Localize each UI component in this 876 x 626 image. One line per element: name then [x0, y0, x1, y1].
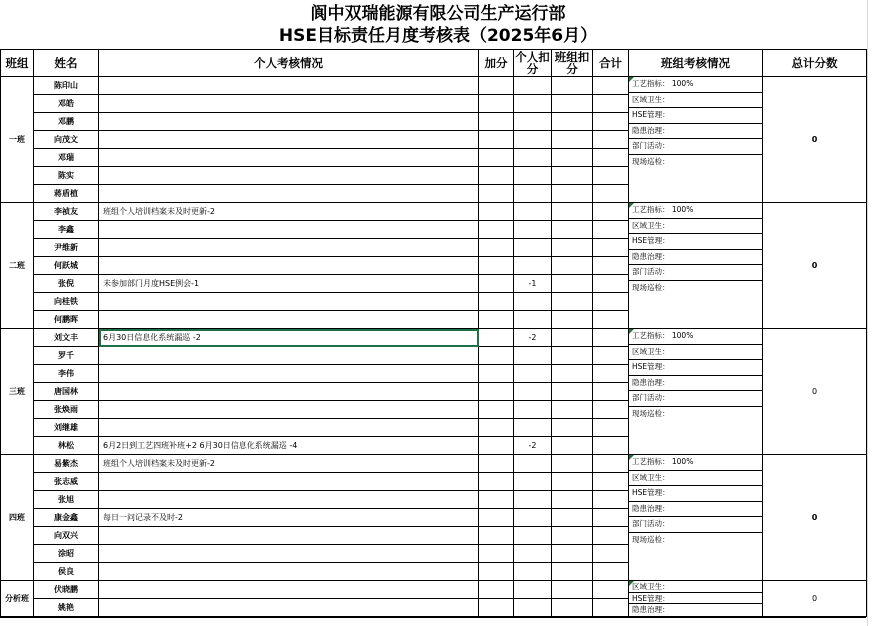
name-cell[interactable]: 张旭: [34, 491, 99, 509]
detail-cell[interactable]: [99, 113, 479, 131]
team-deduct-cell[interactable]: [552, 365, 593, 383]
personal-deduct-cell[interactable]: [514, 509, 552, 527]
bonus-cell[interactable]: [479, 95, 514, 113]
personal-deduct-cell[interactable]: [514, 365, 552, 383]
total-cell[interactable]: [593, 239, 629, 257]
bonus-cell[interactable]: [479, 203, 514, 221]
detail-cell[interactable]: [99, 527, 479, 545]
team-eval-item: 工艺指标： 100%: [629, 203, 762, 219]
bonus-cell[interactable]: [479, 275, 514, 293]
detail-cell[interactable]: [99, 167, 479, 185]
total-cell[interactable]: [593, 581, 629, 599]
total-score-cell[interactable]: 0: [763, 329, 867, 455]
header-team-deduct[interactable]: 班组扣分: [552, 50, 593, 77]
header-personal-deduct[interactable]: 个人扣分: [515, 50, 550, 76]
team-cell[interactable]: 分析班: [1, 581, 34, 617]
total-score-cell[interactable]: 0: [763, 455, 867, 581]
total-cell[interactable]: [593, 527, 629, 545]
detail-cell[interactable]: 6月2日到工艺四班补班+2 6月30日信息化系统漏巡 -4: [99, 437, 479, 455]
total-score-cell[interactable]: 0: [763, 581, 867, 617]
total-cell[interactable]: [593, 185, 629, 203]
team-eval-item: 区域卫生：: [629, 219, 762, 235]
personal-deduct-cell[interactable]: [514, 149, 552, 167]
name-cell[interactable]: 唐国林: [34, 383, 99, 401]
total-cell[interactable]: [593, 311, 629, 329]
detail-cell[interactable]: [99, 581, 479, 599]
total-cell[interactable]: [593, 221, 629, 239]
personal-deduct-cell[interactable]: [514, 113, 552, 131]
personal-deduct-cell[interactable]: [514, 581, 552, 599]
name-cell[interactable]: 尹维新: [34, 239, 99, 257]
bonus-cell[interactable]: [479, 437, 514, 455]
name-cell[interactable]: 张焕雨: [34, 401, 99, 419]
team-deduct-cell[interactable]: [552, 563, 593, 581]
team-deduct-cell[interactable]: [552, 311, 593, 329]
header-bonus[interactable]: 加分: [479, 50, 514, 77]
bonus-cell[interactable]: [479, 581, 514, 599]
team-deduct-cell[interactable]: [552, 581, 593, 599]
team-cell[interactable]: 一班: [1, 77, 34, 203]
name-cell[interactable]: 陈实: [34, 167, 99, 185]
team-eval-item: 工艺指标： 100%: [629, 329, 762, 345]
team-eval-item: 现场巡检：: [632, 282, 670, 292]
name-cell[interactable]: 李伟: [34, 365, 99, 383]
personal-deduct-cell[interactable]: [514, 347, 552, 365]
header-total-score[interactable]: 总计分数: [763, 50, 867, 77]
total-cell[interactable]: [593, 149, 629, 167]
personal-deduct-cell[interactable]: [514, 491, 552, 509]
comment-marker-icon: [629, 203, 634, 208]
total-score-cell[interactable]: 0: [763, 77, 867, 203]
team-deduct-cell[interactable]: [552, 329, 593, 347]
team-eval-item: 部门活动：: [629, 517, 762, 533]
team-eval-list: [629, 203, 762, 328]
personal-deduct-cell[interactable]: [514, 383, 552, 401]
team-deduct-cell[interactable]: [552, 383, 593, 401]
name-cell[interactable]: 邓鹏: [34, 113, 99, 131]
bonus-cell[interactable]: [479, 221, 514, 239]
detail-cell[interactable]: 未参加部门月度HSE例会-1: [99, 275, 479, 293]
name-cell[interactable]: 伏晓鹏: [34, 581, 99, 599]
team-eval-item: HSE管理：: [629, 234, 762, 250]
team-eval-item: HSE管理：: [629, 108, 762, 124]
team-deduct-cell[interactable]: [552, 131, 593, 149]
detail-cell[interactable]: [99, 401, 479, 419]
bonus-cell[interactable]: [479, 383, 514, 401]
team-eval-item: 工艺指标： 100%: [629, 77, 762, 93]
total-cell[interactable]: [593, 473, 629, 491]
bonus-cell[interactable]: [479, 365, 514, 383]
header-name[interactable]: 姓名: [34, 50, 99, 77]
team-eval-list: [629, 77, 762, 202]
team-eval-item: 区域卫生：: [629, 471, 762, 487]
bonus-cell[interactable]: [479, 149, 514, 167]
personal-deduct-cell[interactable]: -1: [514, 275, 552, 293]
total-cell[interactable]: [593, 77, 629, 95]
personal-deduct-cell[interactable]: [514, 131, 552, 149]
total-cell[interactable]: [593, 167, 629, 185]
team-deduct-cell[interactable]: [552, 275, 593, 293]
team-eval-cell[interactable]: [629, 203, 763, 329]
name-cell[interactable]: 刘文丰: [34, 329, 99, 347]
personal-deduct-cell[interactable]: [514, 293, 552, 311]
name-cell[interactable]: 何跃城: [34, 257, 99, 275]
bonus-cell[interactable]: [479, 347, 514, 365]
bonus-cell[interactable]: [479, 329, 514, 347]
personal-deduct-cell[interactable]: -2: [514, 329, 552, 347]
detail-cell[interactable]: [99, 293, 479, 311]
detail-cell[interactable]: [99, 257, 479, 275]
detail-cell[interactable]: [99, 149, 479, 167]
team-eval-item: HSE管理：: [629, 360, 762, 376]
detail-cell[interactable]: [99, 365, 479, 383]
detail-cell[interactable]: [99, 221, 479, 239]
detail-cell[interactable]: 每日一问记录不及时-2: [99, 509, 479, 527]
personal-deduct-cell[interactable]: [514, 401, 552, 419]
detail-cell[interactable]: [99, 131, 479, 149]
team-eval-cell[interactable]: [629, 581, 763, 617]
name-cell[interactable]: 涂昭: [34, 545, 99, 563]
personal-deduct-cell[interactable]: [514, 473, 552, 491]
team-deduct-cell[interactable]: [552, 203, 593, 221]
team-eval-item: 隐患治理：: [629, 124, 762, 140]
detail-cell[interactable]: [99, 311, 479, 329]
comment-marker-icon: [629, 77, 634, 82]
comment-marker-icon: [629, 329, 634, 334]
name-cell[interactable]: 邓皓: [34, 95, 99, 113]
total-cell[interactable]: [593, 563, 629, 581]
total-cell[interactable]: [593, 509, 629, 527]
name-cell[interactable]: 林松: [34, 437, 99, 455]
name-cell[interactable]: 向桂铁: [34, 293, 99, 311]
personal-deduct-cell[interactable]: [514, 545, 552, 563]
team-deduct-cell[interactable]: [552, 293, 593, 311]
team-deduct-cell[interactable]: [552, 167, 593, 185]
personal-deduct-cell[interactable]: [514, 239, 552, 257]
bonus-cell[interactable]: [479, 239, 514, 257]
detail-cell[interactable]: [99, 95, 479, 113]
name-cell[interactable]: 陈印山: [34, 77, 99, 95]
name-cell[interactable]: 张倪: [34, 275, 99, 293]
table-row: [1, 203, 867, 221]
team-deduct-cell[interactable]: [552, 599, 593, 617]
bonus-cell[interactable]: [479, 509, 514, 527]
header-row: [1, 50, 867, 77]
detail-cell[interactable]: [99, 473, 479, 491]
detail-cell[interactable]: [99, 419, 479, 437]
team-cell[interactable]: 三班: [1, 329, 34, 455]
team-deduct-cell[interactable]: [552, 545, 593, 563]
team-deduct-cell[interactable]: [552, 95, 593, 113]
total-score-cell[interactable]: 0: [763, 203, 867, 329]
team-deduct-cell[interactable]: [552, 401, 593, 419]
team-eval-cell[interactable]: [629, 77, 763, 203]
team-cell[interactable]: 四班: [1, 455, 34, 581]
name-cell[interactable]: 刘继雄: [34, 419, 99, 437]
bonus-cell[interactable]: [479, 401, 514, 419]
detail-cell[interactable]: [99, 383, 479, 401]
name-cell[interactable]: 易紫杰: [34, 455, 99, 473]
personal-deduct-cell[interactable]: [514, 563, 552, 581]
total-cell[interactable]: [593, 347, 629, 365]
total-cell[interactable]: [593, 329, 629, 347]
detail-cell[interactable]: [99, 347, 479, 365]
team-eval-item: 隐患治理：: [632, 605, 670, 615]
team-deduct-cell[interactable]: [552, 473, 593, 491]
name-cell[interactable]: 李鑫: [34, 221, 99, 239]
personal-deduct-cell[interactable]: [514, 95, 552, 113]
detail-cell[interactable]: [99, 563, 479, 581]
total-cell[interactable]: [593, 455, 629, 473]
bonus-cell[interactable]: [479, 455, 514, 473]
personal-deduct-cell[interactable]: [514, 455, 552, 473]
name-cell[interactable]: 李祯友: [34, 203, 99, 221]
team-deduct-cell[interactable]: [552, 527, 593, 545]
team-eval-item: 工艺指标： 100%: [629, 455, 762, 471]
personal-deduct-cell[interactable]: [514, 77, 552, 95]
team-eval-item: 区域卫生：: [629, 345, 762, 361]
team-deduct-cell[interactable]: [552, 455, 593, 473]
name-cell[interactable]: 向双兴: [34, 527, 99, 545]
name-cell[interactable]: 张志威: [34, 473, 99, 491]
detail-cell[interactable]: 6月30日信息化系统漏巡 -2: [99, 329, 479, 347]
personal-deduct-cell[interactable]: [514, 257, 552, 275]
team-deduct-cell[interactable]: [552, 437, 593, 455]
team-cell[interactable]: 二班: [1, 203, 34, 329]
total-cell[interactable]: [593, 275, 629, 293]
sheet-bottom-border: [0, 617, 866, 618]
team-deduct-cell[interactable]: [552, 239, 593, 257]
bonus-cell[interactable]: [479, 419, 514, 437]
total-cell[interactable]: [593, 599, 629, 617]
header-total[interactable]: 合计: [593, 50, 629, 77]
bonus-cell[interactable]: [479, 311, 514, 329]
total-cell[interactable]: [593, 257, 629, 275]
total-cell[interactable]: [593, 365, 629, 383]
team-eval-item: 部门活动：: [629, 139, 762, 155]
bonus-cell[interactable]: [479, 293, 514, 311]
bonus-cell[interactable]: [479, 545, 514, 563]
total-cell[interactable]: [593, 95, 629, 113]
bonus-cell[interactable]: [479, 563, 514, 581]
personal-deduct-cell[interactable]: [514, 203, 552, 221]
total-cell[interactable]: [593, 419, 629, 437]
bonus-cell[interactable]: [479, 599, 514, 617]
assessment-table: [0, 49, 867, 617]
name-cell[interactable]: 邓瑞: [34, 149, 99, 167]
team-eval-item: HSE管理：: [629, 486, 762, 502]
header-detail[interactable]: 个人考核情况: [99, 50, 479, 77]
team-deduct-cell[interactable]: [552, 509, 593, 527]
bonus-cell[interactable]: [479, 131, 514, 149]
report-title-form: HSE目标责任月度考核表（2025年6月）: [278, 26, 598, 46]
detail-cell[interactable]: [99, 545, 479, 563]
team-eval-item: 隐患治理：: [629, 502, 762, 518]
team-deduct-cell[interactable]: [552, 491, 593, 509]
total-cell[interactable]: [593, 545, 629, 563]
name-cell[interactable]: 向茂文: [34, 131, 99, 149]
total-cell[interactable]: [593, 203, 629, 221]
detail-cell[interactable]: [99, 185, 479, 203]
bonus-cell[interactable]: [479, 257, 514, 275]
total-cell[interactable]: [593, 383, 629, 401]
table-row: [1, 329, 867, 347]
bonus-cell[interactable]: [479, 185, 514, 203]
team-eval-item: 现场巡检：: [632, 156, 670, 166]
team-eval-list: [629, 329, 762, 454]
detail-cell[interactable]: 班组个人培训档案未及时更新-2: [99, 455, 479, 473]
total-cell[interactable]: [593, 131, 629, 149]
team-deduct-cell[interactable]: [552, 185, 593, 203]
team-eval-item: 部门活动：: [629, 391, 762, 407]
team-deduct-cell[interactable]: [552, 77, 593, 95]
team-eval-item: 区域卫生：: [629, 581, 762, 593]
table-row: [1, 77, 867, 95]
team-eval-item: 区域卫生：: [629, 93, 762, 109]
personal-deduct-cell[interactable]: [514, 527, 552, 545]
bonus-cell[interactable]: [479, 491, 514, 509]
bonus-cell[interactable]: [479, 167, 514, 185]
personal-deduct-cell[interactable]: [514, 599, 552, 617]
total-cell[interactable]: [593, 437, 629, 455]
table-row: [1, 581, 867, 599]
team-deduct-cell[interactable]: [552, 419, 593, 437]
bonus-cell[interactable]: [479, 113, 514, 131]
team-eval-list: [629, 581, 762, 616]
detail-cell[interactable]: 班组个人培训档案未及时更新-2: [99, 203, 479, 221]
personal-deduct-cell[interactable]: [514, 167, 552, 185]
total-cell[interactable]: [593, 401, 629, 419]
name-cell[interactable]: 姚艳: [34, 599, 99, 617]
header-team[interactable]: 班组: [1, 50, 34, 77]
team-deduct-cell[interactable]: [552, 221, 593, 239]
team-deduct-cell[interactable]: [552, 347, 593, 365]
total-cell[interactable]: [593, 113, 629, 131]
name-cell[interactable]: 蒋盾植: [34, 185, 99, 203]
name-cell[interactable]: 罗千: [34, 347, 99, 365]
team-eval-item: HSE管理：: [629, 593, 762, 605]
name-cell[interactable]: 侯良: [34, 563, 99, 581]
personal-deduct-cell[interactable]: [514, 221, 552, 239]
bonus-cell[interactable]: [479, 473, 514, 491]
team-deduct-cell[interactable]: [552, 257, 593, 275]
table-row: [1, 455, 867, 473]
report-title-company: 阆中双瑞能源有限公司生产运行部: [310, 4, 566, 24]
total-cell[interactable]: [593, 491, 629, 509]
personal-deduct-cell[interactable]: [514, 311, 552, 329]
personal-deduct-cell[interactable]: [514, 419, 552, 437]
personal-deduct-cell[interactable]: -2: [514, 437, 552, 455]
team-eval-item: 部门活动：: [629, 265, 762, 281]
team-eval-item: 隐患治理：: [629, 250, 762, 266]
name-cell[interactable]: 康金鑫: [34, 509, 99, 527]
team-eval-cell[interactable]: [629, 329, 763, 455]
total-cell[interactable]: [593, 293, 629, 311]
comment-marker-icon: [629, 455, 634, 460]
bonus-cell[interactable]: [479, 527, 514, 545]
sheet-gridline: [867, 0, 868, 626]
header-team-eval[interactable]: 班组考核情况: [629, 50, 763, 77]
comment-marker-icon: [629, 581, 634, 586]
detail-cell[interactable]: [99, 239, 479, 257]
detail-cell[interactable]: [99, 77, 479, 95]
team-eval-list: [629, 455, 762, 580]
team-eval-cell[interactable]: [629, 455, 763, 581]
team-eval-item: 隐患治理：: [629, 376, 762, 392]
bonus-cell[interactable]: [479, 77, 514, 95]
team-eval-item: 现场巡检：: [632, 534, 670, 544]
detail-cell[interactable]: [99, 491, 479, 509]
team-deduct-cell[interactable]: [552, 149, 593, 167]
detail-cell[interactable]: [99, 599, 479, 617]
personal-deduct-cell[interactable]: [514, 185, 552, 203]
name-cell[interactable]: 何鹏晖: [34, 311, 99, 329]
team-deduct-cell[interactable]: [552, 113, 593, 131]
team-eval-item: 现场巡检：: [632, 408, 670, 418]
